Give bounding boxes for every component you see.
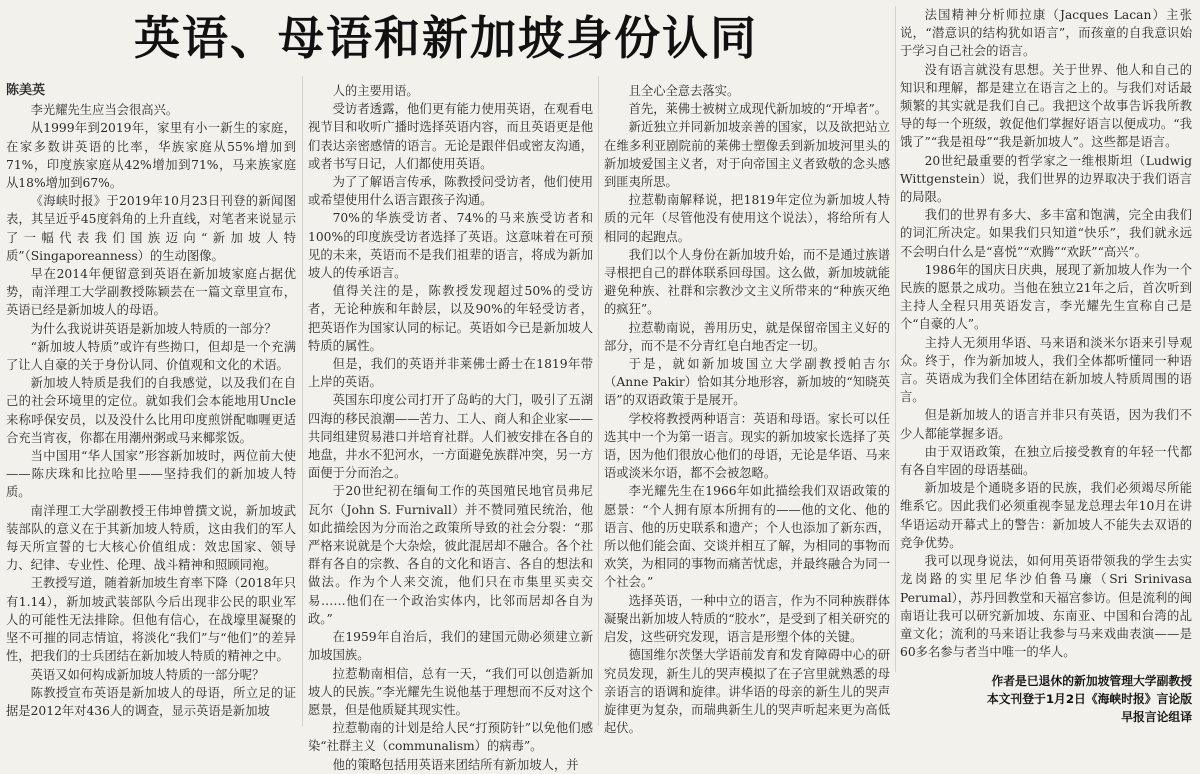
article-column-1: [6, 82, 296, 728]
author-byline: 陈美英: [6, 83, 46, 98]
article-paragraph: 当中国用“华人国家”形容新加坡时，两位前大使——陈庆珠和比拉哈里——坚持我们的新加坡人特质。: [6, 449, 296, 500]
article-paragraph: 王教授写道，随着新加坡生育率下降（2018年只有1.14），新加坡武装部队今后出现非公民的职业军人的可能性无法排除。但他有信心，在战壕里凝聚的坚不可摧的同志情谊，将淡化“我们”与“他们”的差异性，把我们的士兵团结在新加坡人特质的精神之中。: [6, 576, 296, 664]
article-paragraph: 于20世纪初在缅甸工作的英国殖民地官员弗尼瓦尔（John S. Furnivall）并不赞同殖民统治，他如此描绘因为分而治之政策所导致的社会分裂：“那严格来说就是个大杂烩，彼此混居却不融合。各个社群有各自的宗教、各自的文化和语言、各自的想法和做法。作为个人来交流，他们只在市集里买卖交易……他们在一个政治实体内，比邻而居却各自为政。”: [308, 484, 593, 626]
article-paragraph: 为什么我说讲英语是新加坡人特质的一部分？: [30, 321, 277, 336]
article-paragraph: 李光耀先生应当会很高兴。: [30, 103, 179, 118]
article-paragraph: 于是，就如新加坡国立大学副教授帕吉尔（Anne Pakir）恰如其分地形容，新加坡的“知晓英语”的双语政策于是展开。: [604, 357, 890, 408]
article-paragraph: 他的策略包括用英语来团结所有新加坡人，并: [332, 757, 579, 772]
author-credit-line: 作者是已退休的新加坡管理大学副教授: [991, 674, 1192, 688]
article-paragraph: 早在2014年便留意到英语在新加坡家庭占据优势，南洋理工大学副教授陈颖芸在一篇文章里宣布，英语已经是新加坡人的母语。: [6, 267, 296, 318]
article-paragraph: 拉惹勒南的计划是给人民“打预防针”以免他们感染“社群主义（communalism）的病毒”。: [308, 721, 593, 754]
article-paragraph: 陈教授宣布英语是新加坡人的母语，所立足的证据是2012年对436人的调查，显示英语是新加坡: [6, 685, 296, 718]
article-paragraph: 20世纪最重要的哲学家之一维根斯坦（Ludwig Wittgenstein）说，我们世界的边界取决于我们语言的局限。: [900, 153, 1192, 205]
article-paragraph: 新加坡人特质是我们的自我感觉，以及我们在自己的社会环境里的定位。就如我们会本能地用Uncle来称呼保安员，以及没什么比用印度煎饼配咖喱更适合充当宵夜，你都在用潮州粥或马来椰浆饭。: [6, 376, 296, 445]
article-paragraph: 在1959年自治后，我们的建国元勋必须建立新加坡国族。: [308, 630, 593, 663]
author-credit-line: 本文刊登于1月2日《海峡时报》言论版: [986, 692, 1192, 706]
article-paragraph: 英语又如何构成新加坡人特质的一部分呢？: [30, 667, 265, 682]
article-paragraph: 但是，我们的英语并非莱佛士爵士在1819年带上岸的英语。: [308, 357, 593, 390]
article-paragraph: 拉惹勒南解释说，把1819年定位为新加坡人特质的元年（尽管他没有使用这个说法），将给所有人相同的起跑点。: [604, 193, 890, 244]
column-divider: [598, 76, 599, 726]
column-divider: [302, 76, 303, 726]
article-column-2: [308, 82, 593, 772]
article-paragraph: 新近独立并同新加坡亲善的国家，以及欲把站立在维多利亚剧院前的莱佛士塑像丢到新加坡河里头的新加坡爱国主义者，对于向帝国主义者致敬的念头感到匪夷所思。: [604, 120, 890, 190]
article-paragraph: 我可以现身说法，如何用英语带领我的学生去实龙岗路的实里尼华沙伯鲁马廉（Sri Srinivasa Perumal），苏丹回教堂和天福宫参访。但是流利的闽南语让我可以研究新加坡、东南亚、中国和台湾的乩童文化；流利的马来语让我参与马来戏曲表演——是60多名参与者当中唯一的华人。: [900, 554, 1192, 660]
article-column-3: [604, 82, 890, 736]
article-paragraph: 没有语言就没有思想。关于世界、他人和自己的知识和理解，都是建立在语言之上的。与我们对话最频繁的其实就是我们自己。我把这个故事告诉我所教导的每一个班级，敦促他们掌握好语言以便成功。“我饿了”“我是祖母”“我是新加坡人”。这些都是语言。: [900, 62, 1192, 150]
article-paragraph: 由于双语政策，在独立后接受教育的年轻一代都有各自牢固的母语基础。: [900, 444, 1192, 478]
article-paragraph: 但是新加坡人的语言并非只有英语，因为我们不少人都能掌握多语。: [900, 408, 1192, 441]
article-paragraph: 值得关注的是，陈教授发现超过50%的受访者，无论种族和年龄层，以及90%的年轻受访者，把英语作为国家认同的标记。英语如今已是新加坡人特质的属性。: [308, 284, 593, 353]
article-paragraph: 我们以个人身份在新加坡升始，而不是通过族谱寻根把自己的群体联系回母国。这么做，新加坡就能避免种族、社群和宗教沙文主义所带来的“种族灭绝的疯狂”。: [604, 247, 890, 317]
article-column-4: [900, 6, 1192, 728]
article-paragraph: 为了了解语言传承，陈教授问受访者，他们使用或希望使用什么语言跟孩子沟通。: [308, 175, 593, 208]
article-paragraph: 学校将教授两种语言：英语和母语。家长可以任选其中一个为第一语言。现实的新加坡家长选择了英语，因为他们很放心他们的母语，无论是华语、马来语或淡米尔语，都不会被忽略。: [604, 411, 890, 481]
article-paragraph: 拉惹勒南相信，总有一天，“我们可以创造新加坡人的民族。”李光耀先生说他基于理想而不反对这个愿景，但是他质疑其现实性。: [308, 666, 593, 717]
article-paragraph: 首先，莱佛士被树立成现代新加坡的“开埠者”。: [628, 102, 888, 117]
article-paragraph: 主持人无须用华语、马来语和淡米尔语来引导观众。终于，作为新加坡人，我们全体都听懂同一种语言。英语成为我们全体团结在新加坡人特质周围的语言。: [900, 335, 1192, 405]
article-paragraph: 新加坡是个通晓多语的民族，我们必须竭尽所能维系它。因此我们必须重视李显龙总理去年10月在讲华语运动开幕式上的警告：新加坡人不能失去双语的竞争优势。: [900, 481, 1192, 550]
article-paragraph: 从1999年到2019年，家里有小一新生的家庭，在家多数讲英语的比率，华族家庭从55%增加到71%，印度族家庭从42%增加到71%，马来族家庭从18%增加到67%。: [6, 121, 296, 191]
article-paragraph: 李光耀先生在1966年如此描绘我们双语政策的愿景：“个人拥有原本所拥有的——他的文化、他的语言、他的历史联系和遗产；个人也添加了新东西，所以他们能会面、交谈并相互了解，为相同的事物而欢笑，为相同的事物而痛苦忧虑，并最终融合为同一个社会。”: [604, 484, 890, 590]
column-divider: [895, 6, 896, 726]
article-paragraph: 拉惹勒南说，善用历史，就是保留帝国主义好的部分，而不是不分青红皂白地否定一切。: [604, 320, 890, 353]
article-paragraph: 70%的华族受访者、74%的马来族受访者和100%的印度族受访者选择了英语。这意味着在可预见的未来，英语而不是我们祖辈的语言，将成为新加坡人的传承语言。: [308, 211, 593, 281]
article-paragraph: 1986年的国庆日庆典，展现了新加坡人作为一个民族的愿景之成功。当他在独立21年之后，首次听到主持人全程只用英语发言，李光耀先生宣称自己是个“自豪的人”。: [900, 262, 1192, 332]
author-credit-line: 早报言论组译: [1121, 710, 1192, 724]
article-paragraph: 人的主要用语。: [332, 84, 419, 98]
article-paragraph: 我们的世界有多大、多丰富和饱满，完全由我们的词汇所决定。如果我们只知道“快乐”，我们就永远不会明白什么是“喜悦”“欢腾”“欢跃”“高兴”。: [900, 208, 1192, 259]
article-paragraph: 英国东印度公司打开了岛屿的大门，吸引了五湖四海的移民浪潮——苦力、工人、商人和企业家——共同组建贸易港口并培育社群。人们被安排在各自的地盘，井水不犯河水，一方面避免族群冲突，另一方面便于分而治之。: [308, 393, 593, 481]
article-paragraph: 受访者透露，他们更有能力使用英语，在观看电视节目和收听广播时选择英语内容，而且英语更是他们表达亲密感情的语言。无论是跟伴侣或密友沟通，或者书写日记，人们都使用英语。: [308, 102, 593, 171]
article-paragraph: 德国维尔茨堡大学语前发育和发育障碍中心的研究员发现，新生儿的哭声模拟了在子宫里就熟悉的母亲语言的语调和旋律。讲华语的母亲的新生儿的哭声旋律更为复杂，而瑞典新生儿的哭声听起来更为高低起伏。: [604, 648, 890, 736]
article-paragraph: 法国精神分析师拉康（Jacques Lacan）主张说，“潜意识的结构犹如语言”，而孩童的自我意识始于学习自己社会的语言。: [900, 8, 1192, 59]
article-paragraph: 《海峡时报》于2019年10月23日刊登的新闻图表，其呈近乎45度斜角的上升直线，对笔者来说显示了一幅代表我们国族迈向“新加坡人特质”（Singaporeanness）的生动图像。: [6, 194, 296, 263]
article-paragraph: 选择英语，一种中立的语言，作为不同种族群体凝聚出新加坡人特质的“胶水”，是受到了相关研究的启发，这些研究发现，语言是形塑个体的关键。: [604, 593, 890, 645]
article-headline: 英语、母语和新加坡身份认同: [134, 11, 758, 65]
article-paragraph: 且全心全意去落实。: [628, 84, 740, 98]
article-paragraph: “新加坡人特质”或许有些拗口，但却是一个充满了让人自豪的关于身份认同、价值观和文化的术语。: [6, 339, 296, 373]
article-paragraph: 南洋理工大学副教授王伟坤曾撰文说，新加坡武装部队的意义在于其新加坡人特质，这由我们的军人每天所宣誓的七大核心价值组成：效忠国家、领导力、纪律、专业性、伦理、战斗精神和照顾同袍。: [6, 503, 296, 573]
author-credit: [892, 672, 1192, 726]
